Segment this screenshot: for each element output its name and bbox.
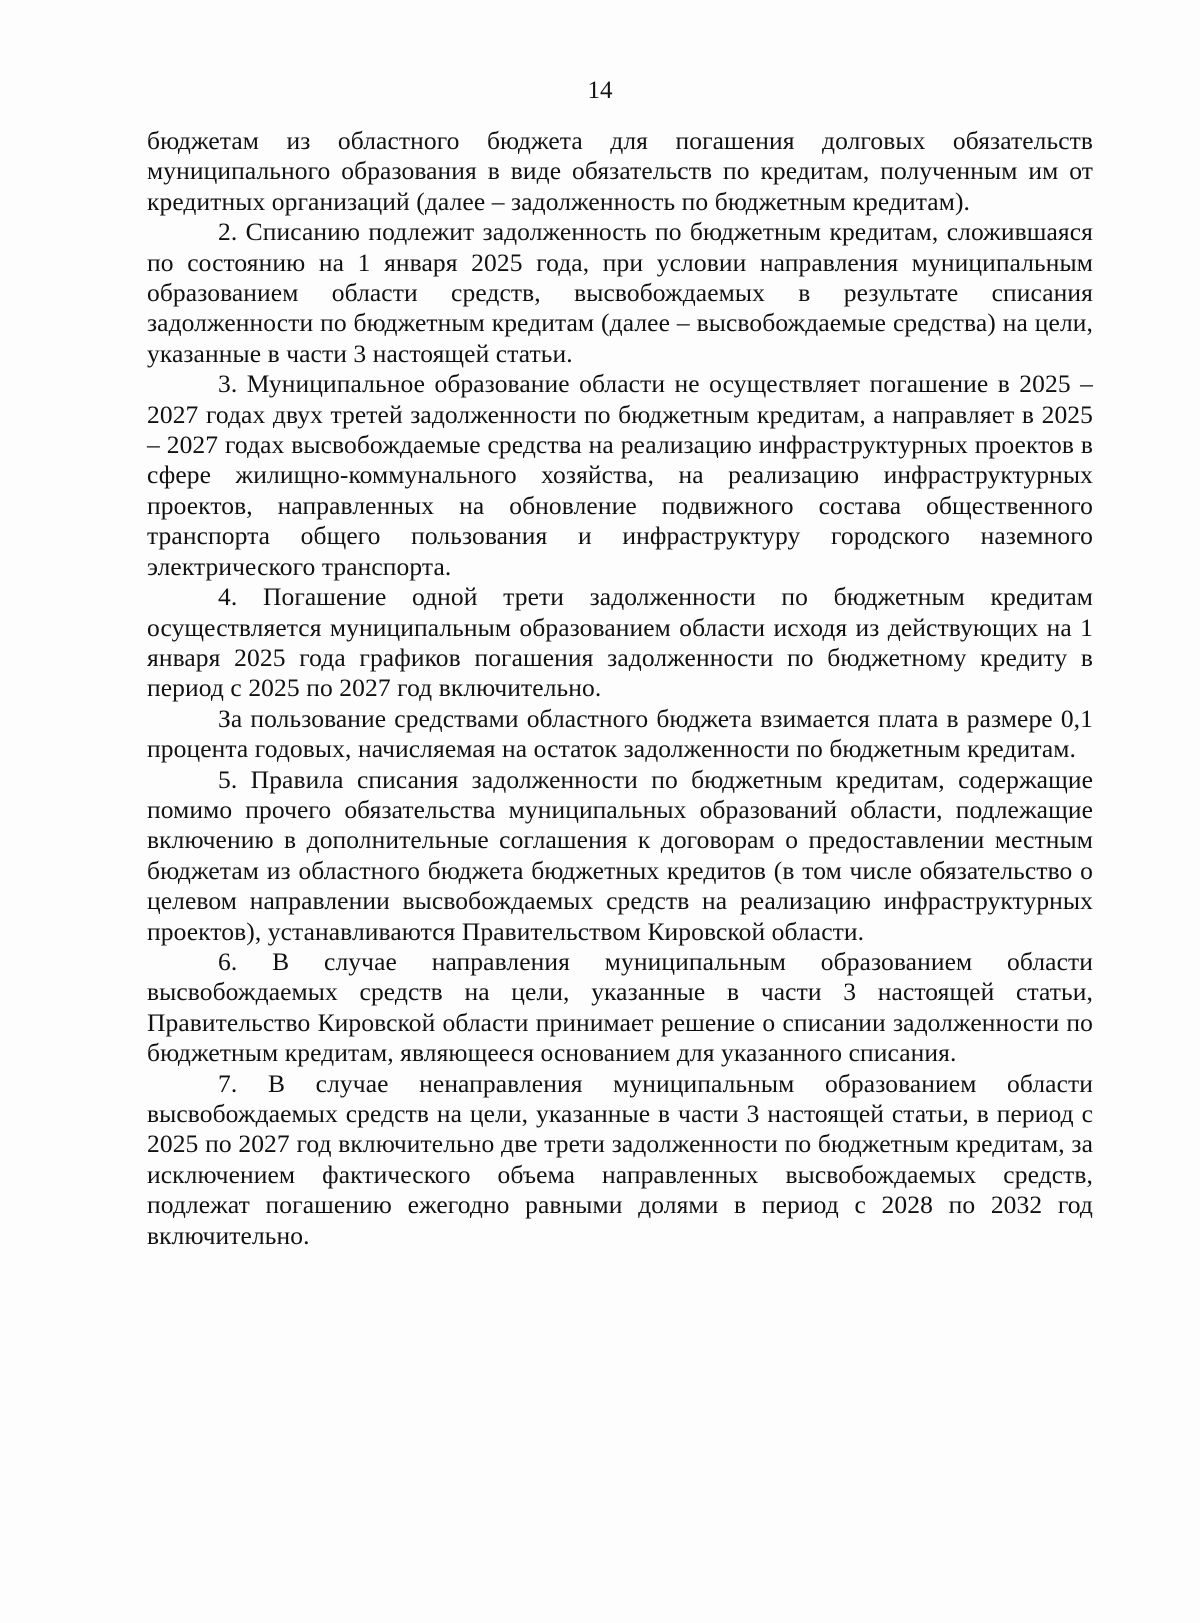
paragraph-item-5: 5. Правила списания задолженности по бюджетным кредитам, содержащие помимо прочего обязательства муниципальных образований области, подлежащие включению в дополнительные соглашения к договорам о предоставлении местным бюджетам из областного бюджета бюджетных кредитов (в том числе обязательство о целевом направлении высвобождаемых средств на реализацию инфраструктурных проектов), устанавливаются Правительством Кировской области. (147, 764, 1093, 946)
document-body (147, 126, 1093, 1251)
paragraph-item-6: 6. В случае направления муниципальным образованием области высвобождаемых средств на цели, указанные в части 3 настоящей статьи, Правительство Кировской области принимает решение о списании задолженности по бюджетным кредитам, являющееся основанием для указанного списания. (147, 946, 1093, 1068)
page-number: 14 (587, 77, 613, 104)
paragraph-item-4: 4. Погашение одной трети задолженности по бюджетным кредитам осуществляется муниципальным образованием области исходя из действующих на 1 января 2025 года графиков погашения задолженности по бюджетному кредиту в период с 2025 по 2027 год включительно. (147, 582, 1093, 703)
paragraph-continuation: бюджетам из областного бюджета для погашения долговых обязательств муниципального образования в виде обязательств по кредитам, полученным им от кредитных организаций (далее – задолженность по бюджетным кредитам). (147, 126, 1093, 216)
paragraph-item-3: 3. Муниципальное образование области не осуществляет погашение в 2025 – 2027 годах двух третей задолженности по бюджетным кредитам, а направляет в 2025 – 2027 годах высвобождаемые средства на реализацию инфраструктурных проектов в сфере жилищно-коммунального хозяйства, на реализацию инфраструктурных проектов, направленных на обновление подвижного состава общественного транспорта общего пользования и инфраструктуру городского наземного электрического транспорта. (147, 369, 1093, 581)
paragraph-item-2: 2. Списанию подлежит задолженность по бюджетным кредитам, сложившаяся по состоянию на 1 января 2025 года, при условии направления муниципальным образованием области средств, высвобождаемых в результате списания задолженности по бюджетным кредитам (далее – высвобождаемые средства) на цели, указанные в части 3 настоящей статьи. (147, 217, 1093, 368)
paragraph-item-7: 7. В случае ненаправления муниципальным образованием области высвобождаемых средств на цели, указанные в части 3 настоящей статьи, в период с 2025 по 2027 год включительно две трети задолженности по бюджетным кредитам, за исключением фактического объема направленных высвобождаемых средств, подлежат погашению ежегодно равными долями в период с 2028 по 2032 год включительно. (147, 1068, 1093, 1250)
paragraph-item-4-fee: За пользование средствами областного бюджета взимается плата в размере 0,1 процента годовых, начисляемая на остаток задолженности по бюджетным кредитам. (147, 703, 1093, 764)
